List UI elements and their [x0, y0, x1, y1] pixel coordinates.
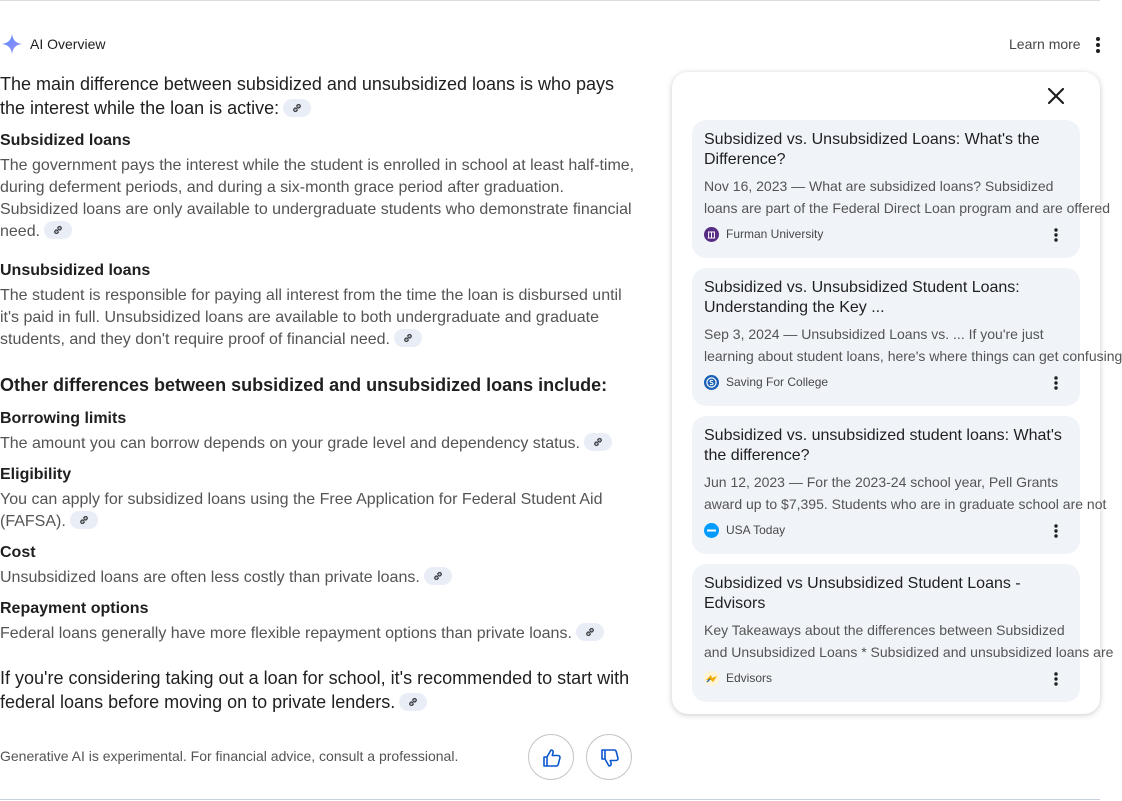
edvisors-favicon [704, 671, 719, 686]
link-icon [78, 514, 90, 526]
thumbs-down-icon [599, 747, 621, 769]
source-card[interactable] [692, 564, 1114, 702]
source-title[interactable]: Subsidized vs. Unsubsidized Student Loans: Understanding the Key ... [704, 279, 1020, 316]
difference-heading: Repayment options [0, 600, 149, 617]
link-icon [291, 102, 303, 114]
difference-text: The amount you can borrow depends on your grade level and dependency status. [0, 433, 636, 455]
section-text: The government pays the interest while the student is enrolled in school at least half-time, during deferment periods, and during a six-month grace period after graduation. Subsidized loans are only available to undergraduate students who demonstrate financial need. [0, 157, 635, 240]
intro-paragraph: The main difference between subsidized and unsubsidized loans is who pays the interest while the loan is active: [0, 74, 615, 118]
citation-chip[interactable] [70, 511, 98, 529]
source-title[interactable]: Subsidized vs. Unsubsidized Loans: What's the Difference? [704, 131, 1040, 168]
link-icon [584, 626, 596, 638]
learn-more-link[interactable]: Learn more [1009, 36, 1081, 52]
citation-chip[interactable] [576, 623, 604, 641]
difference-heading: Cost [0, 544, 36, 561]
source-name: Saving For College [726, 375, 829, 389]
more-options-icon[interactable] [1050, 372, 1062, 394]
difference-heading: Eligibility [0, 466, 72, 483]
section-heading: Unsubsidized loans [0, 262, 151, 279]
link-icon [432, 570, 444, 582]
close-icon[interactable] [1044, 84, 1068, 108]
more-options-icon[interactable] [1050, 520, 1062, 542]
source-title[interactable]: Subsidized vs Unsubsidized Student Loans - Edvisors [704, 575, 1021, 612]
thumbs-up-button[interactable] [528, 734, 574, 780]
thumbs-down-button[interactable] [586, 734, 632, 780]
conclusion-paragraph: If you're considering taking out a loan for school, it's recommended to start with federal loans before moving on to private lenders. [0, 668, 630, 712]
sources-panel [672, 72, 1122, 714]
difference-heading: Borrowing limits [0, 410, 127, 427]
more-options-icon[interactable] [1050, 224, 1062, 246]
usa-today-favicon [704, 523, 719, 538]
difference-text: Unsubsidized loans are often less costly than private loans. [0, 567, 636, 589]
link-icon [52, 224, 64, 236]
source-card[interactable] [692, 416, 1107, 554]
more-options-icon[interactable] [1050, 668, 1062, 690]
saving-for-college-favicon [704, 375, 719, 390]
citation-chip[interactable] [44, 221, 72, 239]
other-differences-heading: Other differences between subsidized and unsubsidized loans include: [0, 375, 608, 395]
link-icon [407, 696, 419, 708]
source-card[interactable] [692, 120, 1110, 258]
link-icon [592, 436, 604, 448]
bottom-divider [0, 799, 1100, 800]
difference-text: Federal loans generally have more flexible repayment options than private loans. [0, 623, 636, 645]
source-name: USA Today [726, 523, 786, 537]
source-card[interactable] [692, 268, 1122, 406]
source-snippet: Jun 12, 2023 — For the 2023-24 school year, Pell Grants award up to $7,395. Students who are in graduate school are not [704, 474, 1107, 512]
source-title[interactable]: Subsidized vs. unsubsidized student loans: What's the difference? [704, 427, 1062, 464]
source-name: Furman University [726, 227, 824, 241]
source-name: Edvisors [726, 671, 773, 685]
section-heading: Subsidized loans [0, 132, 131, 149]
difference-text: You can apply for subsidized loans using the Free Application for Federal Student Aid (FAFSA). [0, 491, 603, 530]
ai-overview-title: AI Overview [30, 36, 106, 52]
source-snippet: Sep 3, 2024 — Unsubsidized Loans vs. ... If you're just learning about student loans, here's where things can get confusing [704, 326, 1122, 364]
source-snippet: Key Takeaways about the differences between Subsidized and Unsubsidized Loans * Subsidized and unsubsidized loans are [704, 622, 1114, 660]
citation-chip[interactable] [283, 99, 311, 117]
thumbs-up-icon [541, 747, 563, 769]
source-snippet: Nov 16, 2023 — What are subsidized loans? Subsidized loans are part of the Federal Direct Loan program and are offered [704, 178, 1110, 216]
link-icon [402, 332, 414, 344]
citation-chip[interactable] [399, 693, 427, 711]
citation-chip[interactable] [584, 433, 612, 451]
more-options-icon[interactable] [1090, 34, 1106, 56]
ai-disclaimer: Generative AI is experimental. For financial advice, consult a professional. [0, 748, 459, 764]
section-text: The student is responsible for paying all interest from the time the loan is disbursed until it's paid in full. Unsubsidized loans are available to both undergraduate and graduate students, and they don't require proof of financial need. [0, 287, 622, 348]
citation-chip[interactable] [424, 567, 452, 585]
furman-university-favicon [704, 227, 719, 242]
citation-chip[interactable] [394, 329, 422, 347]
